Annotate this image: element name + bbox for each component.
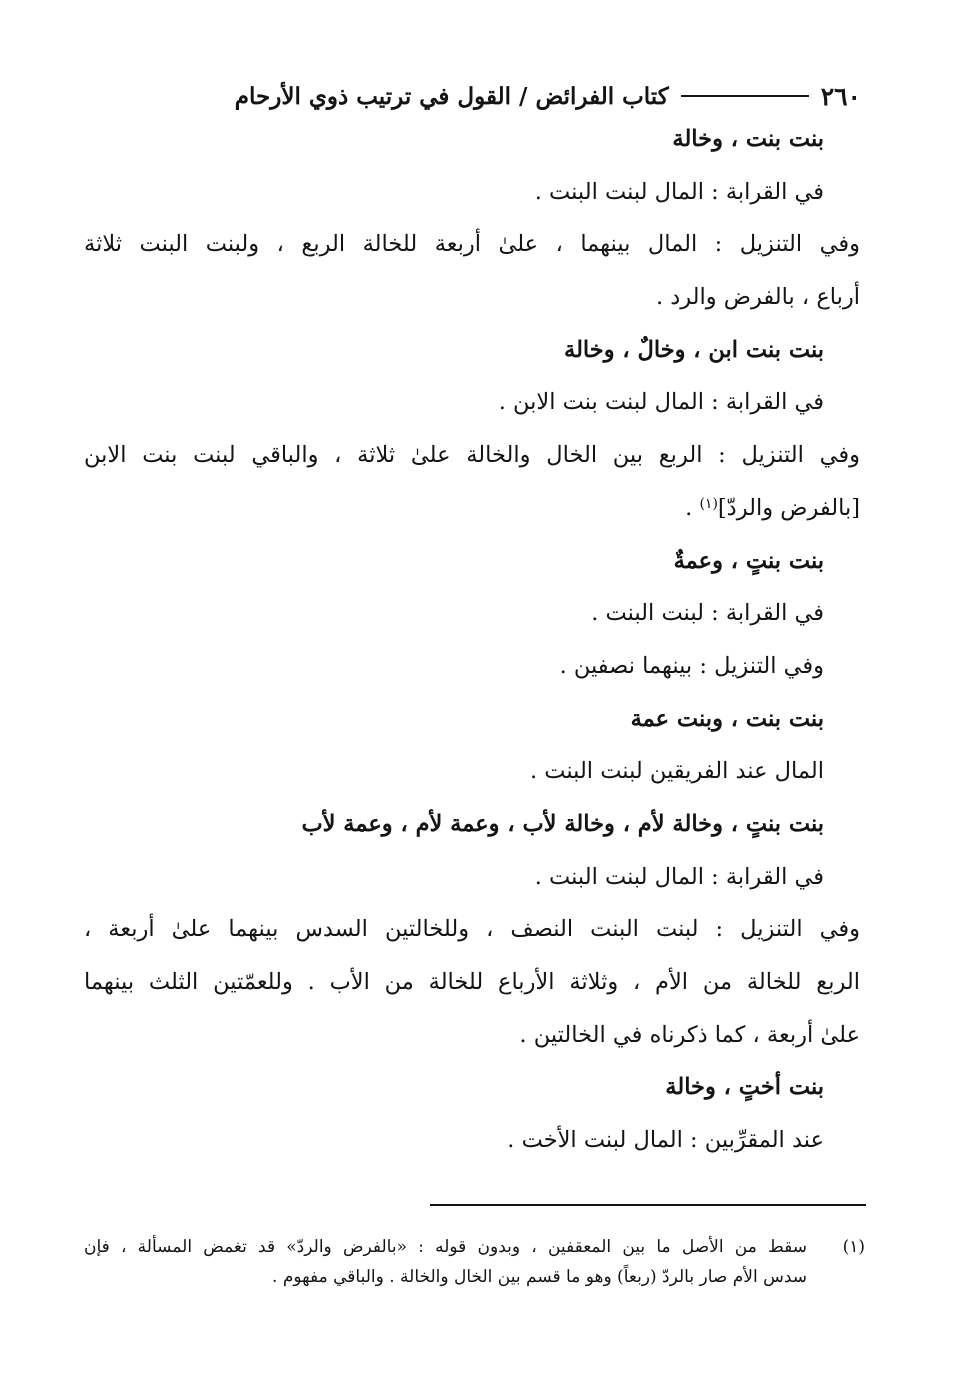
- line-tail: .: [685, 494, 700, 521]
- footnote-text: [84, 1232, 807, 1292]
- text-line: [84, 967, 860, 997]
- text-line: [84, 756, 824, 786]
- text-line: [84, 914, 860, 944]
- line-text: بنت أختٍ ، وخالة: [665, 1074, 824, 1101]
- line-text: وفي التنزيل : بينهما نصفين .: [559, 652, 824, 679]
- text-line: [84, 598, 824, 628]
- text-line: [84, 1020, 860, 1050]
- line-text: [بالفرض والردّ]: [717, 494, 860, 521]
- line-text: في القرابة : لبنت البنت .: [591, 600, 824, 627]
- line-text: في القرابة : المال لبنت البنت .: [534, 863, 824, 890]
- line-text: بنت بنتٍ ، وعمةٌ: [673, 547, 824, 574]
- case-heading: [84, 1072, 824, 1102]
- running-head-title: كتاب الفرائض / القول في ترتيب ذوي الأرحام: [234, 82, 669, 110]
- line-text: بنت بنت ، وخالة: [672, 126, 824, 152]
- text-line: [84, 282, 860, 312]
- line-text: وفي التنزيل : المال بينهما ، علىٰ أربعة للخالة الربع ، ولبنت البنت ثلاثة: [84, 231, 860, 258]
- line-text: بنت بنت ابن ، وخالٌ ، وخالة: [564, 336, 824, 363]
- text-line: [84, 1125, 824, 1155]
- line-text: الربع للخالة من الأم ، وثلاثة الأرباع للخالة من الأب . وللعمّتين الثلث بينهما: [84, 969, 860, 995]
- footnote-marker: (١): [842, 1237, 865, 1257]
- case-heading: [84, 809, 824, 839]
- text-line: [84, 229, 860, 259]
- line-text: بنت بنت ، وبنت عمة: [630, 705, 824, 732]
- line-text: المال عند الفريقين لبنت البنت .: [529, 758, 824, 785]
- text-line: [84, 651, 824, 681]
- line-text: بنت بنتٍ ، وخالة لأم ، وخالة لأب ، وعمة لأم ، وعمة لأب: [301, 810, 824, 837]
- case-heading: [84, 546, 824, 576]
- line-text: في القرابة : المال لبنت بنت الابن .: [498, 389, 824, 416]
- line-text: وفي التنزيل : لبنت البنت النصف ، وللخالتين السدس بينهما علىٰ أربعة ،: [84, 916, 860, 943]
- footnote-reference: (١): [699, 495, 718, 512]
- line-text: في القرابة : المال لبنت البنت .: [534, 178, 824, 205]
- line-text: عند المقرِّبين : المال لبنت الأخت .: [507, 1127, 824, 1154]
- footnote-separator: [430, 1204, 866, 1206]
- footnotes: [84, 1232, 865, 1292]
- footnote-line: سدس الأم صار بالردّ (ربعاً) وهو ما قسم بين الخال والخالة . والباقي مفهوم .: [272, 1267, 807, 1287]
- case-heading: [84, 704, 824, 734]
- header-rule: [681, 95, 809, 97]
- running-head: [86, 74, 861, 118]
- text-line: [84, 862, 824, 892]
- line-text: علىٰ أربعة ، كما ذكرناه في الخالتين .: [519, 1021, 860, 1048]
- case-heading: [84, 335, 824, 365]
- footnote-line: سقط من الأصل ما بين المعقفين ، وبدون قوله : «بالفرض والردّ» قد تغمض المسألة ، فإن: [84, 1237, 807, 1257]
- line-text: وفي التنزيل : الربع بين الخال والخالة علىٰ ثلاثة ، والباقي لبنت بنت الابن: [84, 442, 860, 469]
- text-line: [84, 440, 860, 470]
- text-line: [84, 177, 824, 207]
- text-line: [84, 387, 824, 417]
- text-line: [84, 493, 860, 523]
- main-text: [84, 124, 860, 1178]
- line-text: أرباع ، بالفرض والرد .: [655, 284, 860, 311]
- case-heading: [84, 124, 824, 154]
- page-number: ٢٦٠: [820, 81, 861, 111]
